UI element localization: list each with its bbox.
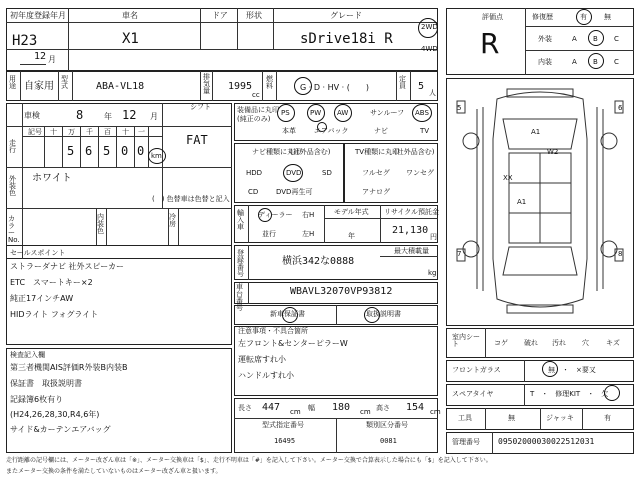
nav-hdd: HDD <box>246 169 263 177</box>
digit-5: 0 <box>137 144 145 158</box>
nav-sublabel: (社外品含む) <box>290 148 331 156</box>
digit-header-4: 十 <box>122 128 129 136</box>
nav-sd: SD <box>322 169 332 177</box>
diagram-a1-b: A1 <box>517 198 527 206</box>
max-load-label: 最大積載量 <box>394 247 429 255</box>
class-no-label: 類別区分番号 <box>366 421 408 429</box>
first-reg-month: 12 <box>34 51 47 62</box>
height-label: 高さ <box>376 404 390 412</box>
airbag-circle <box>317 122 327 132</box>
sales-points-block <box>6 245 232 345</box>
inspection-month-unit: 月 <box>150 112 158 121</box>
model-no-label: 型式指定番号 <box>262 421 304 429</box>
fuel-g-circle <box>294 77 312 95</box>
inspection-note-2: 記録簿6枚有り <box>10 395 64 404</box>
equip-pw: PW <box>310 109 322 117</box>
registration-label: 登録番号 <box>237 249 244 278</box>
length-unit: cm <box>290 408 301 416</box>
shift-label: シフト <box>190 103 211 111</box>
first-reg-label: 初年度登録年月 <box>10 11 66 20</box>
color-no-label: カラーNo. <box>8 215 20 244</box>
interior-label: 内装 <box>538 58 552 66</box>
sheet-yogore: 汚れ <box>552 339 566 347</box>
sales-points-label: セールスポイント <box>10 249 66 257</box>
diagram-xx: XX <box>503 174 513 182</box>
exterior-c: C <box>614 35 619 43</box>
car-name-label: 車名 <box>122 11 138 20</box>
footer-line-2: またメーター交換の条件を満たしていないものはメーター改ざん車と扱います。 <box>6 468 222 475</box>
sales-line-3: HIDライト フォグライト <box>10 310 99 319</box>
displacement: 1995 <box>228 81 253 92</box>
tv-fullseg: フルセグ <box>362 169 390 177</box>
management-label: 管理番号 <box>452 438 480 446</box>
model: ABA-VL18 <box>96 81 145 92</box>
interior-c: C <box>614 58 619 66</box>
import-label: 輸入車 <box>237 209 244 231</box>
digit-2: 6 <box>85 144 93 158</box>
cc-unit: cc <box>252 91 260 99</box>
car-name: X1 <box>122 31 139 47</box>
capacity-label: 定員 <box>399 75 406 90</box>
recycle-unit: 円 <box>430 233 437 241</box>
repair-no: 無 <box>604 13 611 21</box>
displacement-label: 排気量 <box>203 73 210 95</box>
new-warranty: 新車保証書 <box>270 310 305 318</box>
front-glass-options: 無 ・ ×要又 <box>548 366 596 374</box>
digit-1: 5 <box>67 144 75 158</box>
jack-value: 有 <box>604 414 611 422</box>
diagram-a1-a: A1 <box>531 128 541 136</box>
interior-sheet-label: 室内シート <box>452 333 480 348</box>
import-parallel: 並行 <box>262 230 276 238</box>
equip-airbag: エアバック <box>314 127 349 135</box>
inspector-note-2: ハンドルすれ小 <box>238 371 294 380</box>
color-note: ( ) 色替車は色替と記入 <box>152 195 230 203</box>
inspection-note-3: (H24,26,28,30,R4,6年) <box>10 410 100 419</box>
tv-analog: アナログ <box>362 188 390 196</box>
registration-value: 横浜342な0888 <box>282 256 355 267</box>
equipment-sublabel: (純正のみ) <box>237 115 271 123</box>
length-label: 長さ <box>238 404 252 412</box>
sheet-kizu: キズ <box>606 339 620 347</box>
inspector-notes-label: 注意事項・不具合箇所 <box>238 327 308 335</box>
mileage-label: 走行 <box>9 139 16 154</box>
chassis-label: 車台番号 <box>236 283 243 312</box>
equip-aw: AW <box>337 109 349 117</box>
inspection-notes-label: 検査記入欄 <box>10 351 45 359</box>
inspection-year-unit: 年 <box>104 112 112 121</box>
model-label: 型式 <box>61 75 68 90</box>
shape-label: 形状 <box>246 11 262 20</box>
diagram-7: 7 <box>457 250 462 258</box>
diagram-5: 5 <box>457 104 462 112</box>
equip-ps: PS <box>281 109 290 117</box>
exterior-a: A <box>572 35 577 43</box>
door-label: ドア <box>212 11 228 20</box>
sales-line-1: ETC スマートキー×2 <box>10 278 93 287</box>
exterior-label: 外装 <box>538 35 552 43</box>
diagram-w2: W2 <box>547 148 559 156</box>
diagram-6: 6 <box>618 104 623 112</box>
import-dealer: ディーラー <box>258 211 293 219</box>
color-value: ホワイト <box>32 173 72 184</box>
sheet-koge: コゲ <box>494 339 508 347</box>
nav-label: ナビ種類に丸印 <box>252 148 301 156</box>
exterior-b: B <box>593 35 598 43</box>
inspector-note-1: 運転席すれ小 <box>238 355 286 364</box>
width-unit: cm <box>360 408 371 416</box>
drive-2wd: 2WD <box>421 23 438 31</box>
equip-abs: ABS <box>415 109 429 117</box>
digit-header-2: 千 <box>86 128 93 136</box>
score: R <box>480 27 500 60</box>
model-no: 16495 <box>274 437 296 445</box>
manual: 取扱説明書 <box>366 310 401 318</box>
usage-label: 用途 <box>9 75 16 90</box>
sheet-yabure: 破れ <box>524 339 538 347</box>
height-unit: cm <box>430 408 441 416</box>
inspection-note-0: 第三者機関AIS評価R外装B内装B <box>10 363 128 372</box>
inspection-note-1: 保証書 取扱説明書 <box>10 379 82 388</box>
sheet-ana: 穴 <box>582 339 589 347</box>
interior-b: B <box>593 58 598 66</box>
interior-a: A <box>572 58 577 66</box>
import-right: 右H <box>302 211 315 219</box>
capacity: 5 <box>418 81 425 92</box>
tools-label: 工具 <box>458 414 472 422</box>
sales-line-0: ストラーダナビ 社外スピーカー <box>10 262 125 271</box>
height: 154 <box>406 402 425 413</box>
max-load-unit: kg <box>428 269 437 277</box>
spare-tire-options: T ・ 修理KIT ・ 欠 <box>530 390 609 398</box>
inspector-note-0: 左フロント&センターピラーW <box>238 339 348 348</box>
equip-navi: ナビ <box>374 127 388 135</box>
digit-header-5: 一 <box>138 128 145 136</box>
nav-cd: CD <box>248 188 259 196</box>
class-no: 0081 <box>380 437 397 445</box>
sales-line-2: 純正17インチAW <box>10 294 74 303</box>
equip-sunroof: サンルーフ <box>370 109 405 117</box>
repair-yes: 有 <box>580 13 587 21</box>
digit-header-0: 十 <box>50 128 57 136</box>
inspection-note-4: サイド&カーテンエアバッグ <box>10 425 111 434</box>
footer-line-1: 走行距離の記号欄には、メーター改ざん車は「※」、メーター交換車は「$」、走行不明車は「#」を記入して下さい。メーター交換で合算表示した場合にも「$」を記入して下さい。 <box>6 457 492 464</box>
spare-missing-circle <box>604 385 620 401</box>
model-year-label: モデル年式 <box>334 208 369 216</box>
inspection-year: 8 <box>76 108 84 122</box>
tv-oneseg: ワンセグ <box>406 169 434 177</box>
drive-4wd: 4WD <box>421 45 438 53</box>
warranty-circle <box>282 307 298 323</box>
equipment-label: 装備品に丸印 <box>237 106 279 114</box>
mileage-note-label: 記号 <box>28 128 42 136</box>
model-year-unit: 年 <box>348 232 355 240</box>
recycle-label: リサイクル預託金 <box>384 208 440 216</box>
jack-label: ジャッキ <box>546 414 574 422</box>
capacity-unit: 人 <box>429 89 436 97</box>
grade-label: グレード <box>330 11 362 20</box>
car-outline-svg <box>447 79 633 325</box>
row2-block <box>6 71 438 101</box>
interior-color-label: 内装色 <box>97 213 104 235</box>
equip-leather: 本革 <box>282 127 296 135</box>
nav-dvd: DVD <box>286 169 302 177</box>
fuel-options: G · D · HV · ( ) <box>300 83 369 92</box>
tools-value: 無 <box>508 414 515 422</box>
chassis-value: WBAVL32070VP93812 <box>290 286 393 297</box>
width: 180 <box>332 402 351 413</box>
length: 447 <box>262 402 281 413</box>
tv-label: TV種類に丸印 <box>355 148 400 156</box>
digit-4: 0 <box>121 144 129 158</box>
usage: 自家用 <box>24 81 54 92</box>
first-reg-month-unit: 月 <box>48 55 56 64</box>
first-reg-year: H23 <box>12 33 38 49</box>
front-glass-label: フロントガラス <box>452 366 501 374</box>
width-label: 幅 <box>308 404 315 412</box>
digit-3: 5 <box>103 144 111 158</box>
glass-none-circle <box>542 361 558 377</box>
shift: FAT <box>186 133 208 147</box>
car-diagram <box>446 78 634 326</box>
inspection-label: 車検 <box>24 111 40 120</box>
nav-dvd-play: DVD再生可 <box>276 188 313 196</box>
diagram-8: 8 <box>618 250 623 258</box>
spare-tire-label: スペアタイヤ <box>452 390 494 398</box>
inspection-month: 12 <box>122 108 137 122</box>
cooling-label: 冷房 <box>169 213 176 228</box>
equip-tv: TV <box>420 127 430 135</box>
import-left: 左H <box>302 230 315 238</box>
digit-header-3: 百 <box>104 128 111 136</box>
digit-header-1: 万 <box>68 128 75 136</box>
management-value: 09502000030022512031 <box>498 437 595 446</box>
manual-circle <box>364 307 380 323</box>
fuel-label: 燃料 <box>266 75 273 90</box>
mileage-unit: km <box>151 152 162 160</box>
repair-label: 修復歴 <box>532 13 553 21</box>
color-label: 外装色 <box>9 175 16 197</box>
tv-sublabel: (社外品含む) <box>394 148 435 156</box>
recycle-value: 21,130 <box>392 225 429 236</box>
grade: sDrive18i R <box>300 31 393 47</box>
score-label: 評価点 <box>482 13 503 21</box>
